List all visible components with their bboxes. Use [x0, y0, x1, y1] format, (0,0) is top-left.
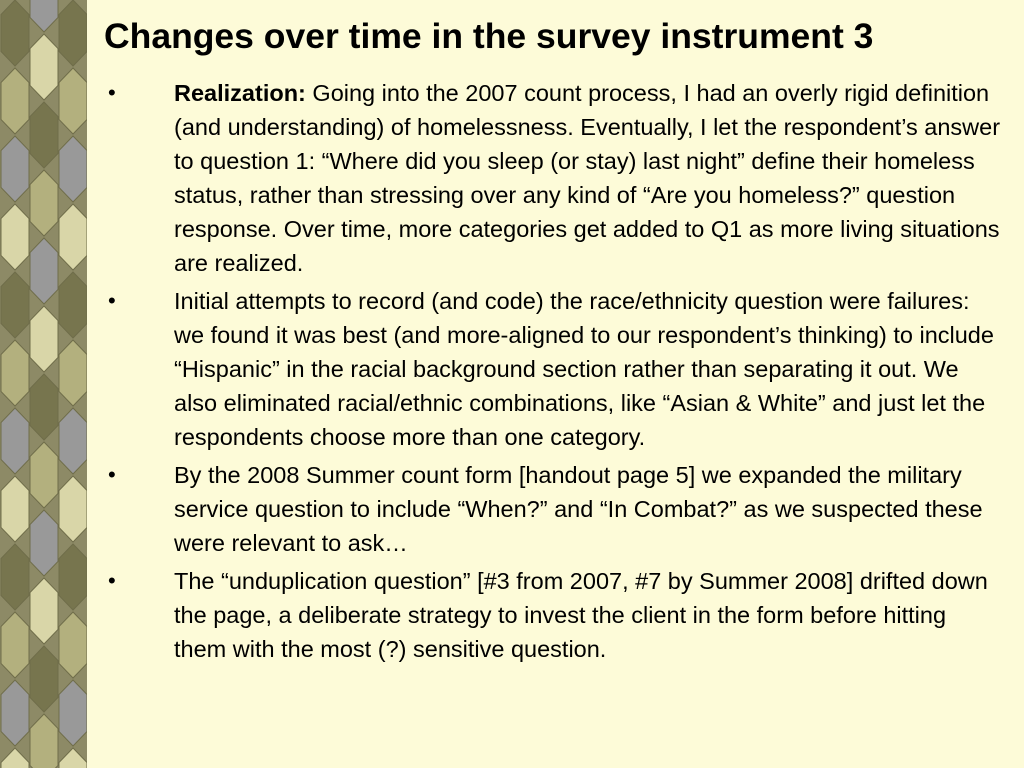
bullet-text: The “unduplication question” [#3 from 2007, #7 by Summer 2008] drifted down the page, a deliberate strategy to invest the client in the form before hitting them with the most (?) sensitive question. — [174, 568, 988, 662]
bullet-item-race-ethnicity — [104, 284, 1004, 454]
hexagon-tile — [30, 0, 58, 32]
hexagon-tile — [30, 102, 58, 168]
hexagon-tile — [1, 204, 29, 270]
hexagon-tile — [1, 748, 29, 768]
hexagon-tile — [59, 408, 87, 474]
hexagon-tile — [59, 544, 87, 610]
hexagon-tile — [1, 680, 29, 746]
slide-title: Changes over time in the survey instrument 3 — [104, 16, 874, 56]
bullet-list — [104, 76, 1004, 670]
hexagon-tile — [30, 238, 58, 304]
bullet-marker: • — [108, 462, 116, 487]
hexagon-tile — [30, 442, 58, 508]
hexagon-tile — [30, 510, 58, 576]
hexagon-tile — [59, 204, 87, 270]
hexagon-tile — [59, 136, 87, 202]
bullet-lead-text: Realization: — [174, 80, 306, 106]
bullet-marker: • — [108, 80, 116, 105]
hexagon-tile — [1, 476, 29, 542]
decorative-hexagon-strip — [0, 0, 87, 768]
hexagon-tile — [30, 34, 58, 100]
bullet-item-realization — [104, 76, 1004, 280]
bullet-text: By the 2008 Summer count form [handout page 5] we expanded the military service question to include “When?” and “In Combat?” as we suspected these were relevant to ask… — [174, 462, 983, 556]
hexagon-tile — [1, 340, 29, 406]
hexagon-tile — [1, 544, 29, 610]
hexagon-tile — [30, 306, 58, 372]
hexagon-tile — [30, 374, 58, 440]
bullet-marker: • — [108, 568, 116, 593]
hexagon-tile — [59, 748, 87, 768]
bullet-text: Going into the 2007 count process, I had an overly rigid definition (and understanding) of homelessness. Eventually, I let the respondent’s answer to question 1: “Where did you sleep (or stay) last night” define their homeless status, rather than stressing over any kind of “Are you homeless?” question response. Over time, more categories get added to Q1 as more living situations are realized. — [174, 80, 1001, 276]
hexagon-tile — [30, 170, 58, 236]
hexagon-tile — [59, 0, 87, 66]
bullet-item-military-service — [104, 458, 1004, 560]
hexagon-tile — [1, 0, 29, 66]
hexagon-tile — [59, 680, 87, 746]
hexagon-tile — [1, 136, 29, 202]
bullet-text: Initial attempts to record (and code) the race/ethnicity question were failures: we found it was best (and more-aligned to our respondent’s thinking) to include “Hispanic” in the racial background section rather than separating it out. We also eliminated racial/ethnic combinations, like “Asian & White” and just let the respondents choose more than one category. — [174, 288, 994, 450]
hexagon-tile — [30, 646, 58, 712]
hexagon-pattern-graphic — [0, 0, 87, 768]
hexagon-tile — [59, 612, 87, 678]
hexagon-tile — [30, 714, 58, 768]
hexagon-tile — [59, 476, 87, 542]
hexagon-tile — [1, 612, 29, 678]
hexagon-tile — [1, 68, 29, 134]
hexagon-tile — [1, 272, 29, 338]
bullet-marker: • — [108, 288, 116, 313]
hexagon-tile — [59, 272, 87, 338]
bullet-item-unduplication — [104, 564, 1004, 666]
hexagon-tile — [1, 408, 29, 474]
hexagon-tile — [59, 68, 87, 134]
hexagon-tile — [59, 340, 87, 406]
hexagon-tile — [30, 578, 58, 644]
